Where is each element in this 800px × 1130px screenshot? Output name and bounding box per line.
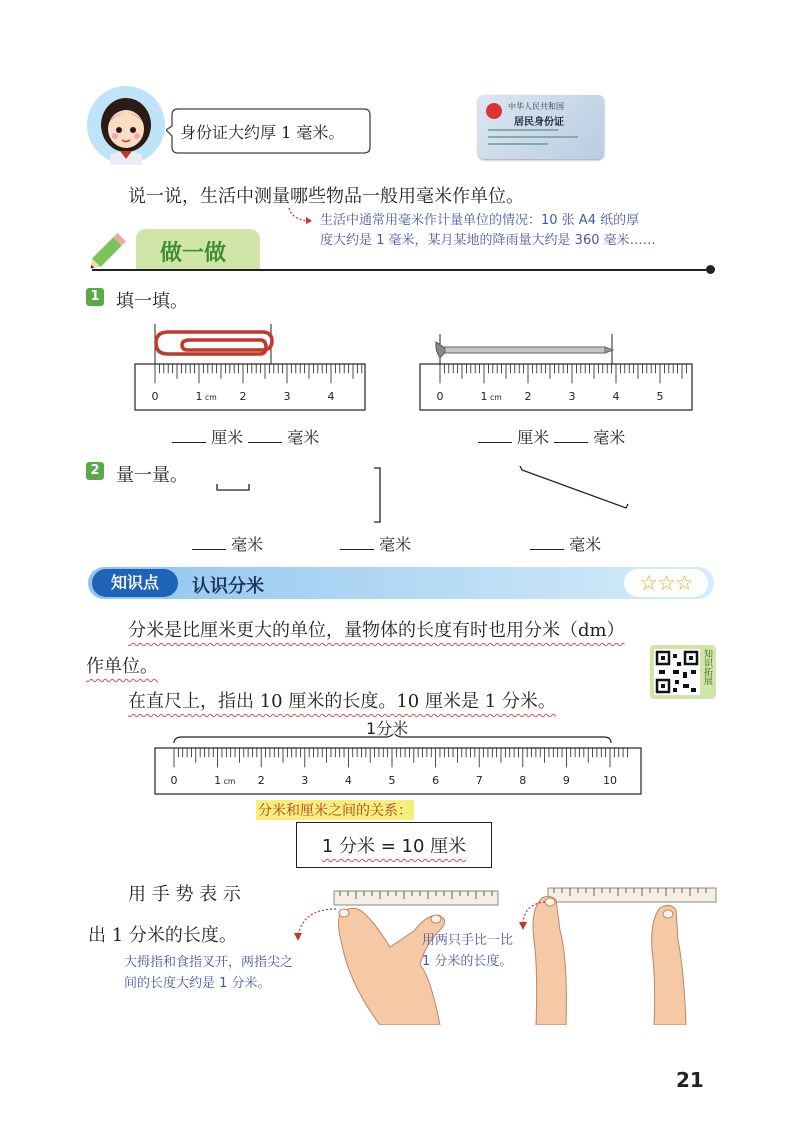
mm-blank[interactable]: [192, 535, 226, 550]
ruler-tick-label: 1: [195, 389, 203, 403]
ruler-tick-label: 5: [656, 389, 664, 403]
ruler-tick-label: 5: [388, 773, 396, 787]
unit-mm-label: 毫米: [287, 428, 320, 447]
qr-code-icon: [654, 649, 700, 695]
ruler-tick-label: 4: [344, 773, 352, 787]
ruler-tick-label: 6: [432, 773, 440, 787]
ruler-tick-label: 0: [151, 389, 159, 403]
decimeter-brace: [174, 734, 611, 743]
unit-mm-label: 毫米: [379, 535, 412, 554]
instruction-text: 在直尺上，指出 10 厘米的长度。10 厘米是 1 分米。: [128, 691, 556, 712]
ruler-tick-label: 3: [301, 773, 309, 787]
decimeter-ruler: [150, 734, 645, 796]
exercise-1-number: 1: [86, 288, 104, 306]
ruler-2-figure: [415, 320, 695, 415]
ruler: [420, 364, 692, 410]
question-text: 说一说，生活中测量哪些物品一般用毫米作单位。: [128, 186, 524, 207]
exercise-1-title: 填一填。: [116, 291, 188, 312]
ruler-tick-label: 3: [568, 389, 576, 403]
cm-blank[interactable]: [478, 428, 512, 443]
measure-segments: [200, 460, 640, 530]
ruler-1-figure: [130, 320, 370, 415]
ruler-1-answer: [172, 425, 319, 448]
unit-mm-label: 毫米: [231, 535, 264, 554]
speech-bubble: [166, 106, 372, 156]
id-card-image: [478, 95, 604, 159]
relation-label: 分米和厘米之间的关系：: [256, 800, 414, 820]
hint-line-2: 度大约是 1 毫米，某月某地的降雨量大约是 360 毫米……: [320, 233, 656, 248]
id-card-text-1: 中华人民共和国: [508, 102, 564, 111]
segment-diagonal: [520, 466, 628, 508]
hint-arrow-2: [515, 898, 551, 932]
ruler-tick-label: 10: [603, 773, 617, 787]
difficulty-stars: [624, 569, 708, 597]
formula-text: 1 分米 = 10 厘米: [321, 836, 467, 857]
mm-blank[interactable]: [248, 428, 282, 443]
do-it-title: 做一做: [160, 241, 227, 266]
qr-code[interactable]: [650, 645, 716, 699]
unit-cm-label: 厘米: [211, 428, 244, 447]
gesture-note-1-line-2: 间的长度大约是 1 分米。: [124, 976, 271, 991]
ruler-tick-label: 9: [562, 773, 570, 787]
measure-answer-3: [530, 532, 601, 555]
ruler-unit-label: cm: [490, 392, 502, 402]
gesture-note-2-line-2: 1 分米的长度。: [422, 954, 513, 969]
ruler-tick-label: 2: [239, 389, 247, 403]
unit-mm-label: 毫米: [569, 535, 602, 554]
measure-answer-1: [192, 532, 263, 555]
star-icon: ☆☆☆: [639, 571, 693, 595]
ruler-tick-label: 4: [327, 389, 335, 403]
ruler: [155, 748, 641, 794]
gesture-note-1-line-1: 大拇指和食指叉开，两指尖之: [124, 955, 294, 970]
ruler-tick-label: 8: [519, 773, 527, 787]
knowledge-para-2: 作单位。: [86, 656, 158, 677]
girl-avatar: [86, 85, 166, 165]
ruler-tick-label: 0: [170, 773, 178, 787]
hint-arrow: [286, 206, 316, 226]
ruler-tick-label: 2: [524, 389, 532, 403]
pencil-icon: [85, 226, 133, 274]
ruler-tick-label: 3: [283, 389, 291, 403]
gesture-text-2: 出 1 分米的长度。: [88, 925, 237, 946]
knowledge-para-1: 分米是比厘米更大的单位，量物体的长度有时也用分米（dm）: [128, 620, 625, 641]
knowledge-band: [88, 567, 714, 599]
ruler-unit-label: cm: [223, 776, 236, 786]
paperclip-icon: [155, 324, 272, 364]
gesture-text-1: 用 手 势 表 示: [128, 884, 241, 905]
hint-line-1: 生活中通常用毫米作计量单位的情况：10 张 A4 纸的厚: [320, 213, 640, 228]
ruler-tick-label: 2: [257, 773, 265, 787]
mm-blank[interactable]: [554, 428, 588, 443]
qr-label: 知识拓展: [702, 649, 712, 685]
segment-vertical: [374, 468, 380, 522]
brace-label: 1分米: [366, 719, 409, 738]
ruler-tick-label: 4: [612, 389, 620, 403]
measure-answer-2: [340, 532, 411, 555]
knowledge-badge: 知识点: [92, 569, 178, 597]
cm-blank[interactable]: [172, 428, 206, 443]
nail-icon: [436, 334, 613, 364]
segment-short: [217, 484, 249, 490]
unit-mm-label: 毫米: [593, 428, 626, 447]
hint-arrow-1: [290, 905, 340, 945]
mm-blank[interactable]: [530, 535, 564, 550]
exercise-2-title: 量一量。: [116, 465, 188, 486]
mm-blank[interactable]: [340, 535, 374, 550]
ruler-tick-label: 1: [214, 773, 222, 787]
knowledge-title: 认识分米: [192, 576, 264, 597]
national-emblem-icon: [486, 103, 502, 119]
section-divider: [92, 269, 712, 271]
page-number: 21: [676, 1068, 704, 1092]
ruler-2-answer: [478, 425, 625, 448]
gesture-note-2-line-1: 用两只手比一比: [422, 933, 514, 948]
ruler-tick-label: 1: [480, 389, 488, 403]
exercise-2-number: 2: [86, 462, 104, 480]
ruler: [135, 364, 365, 410]
unit-cm-label: 厘米: [517, 428, 550, 447]
ruler-unit-label: cm: [205, 392, 217, 402]
ruler-tick-label: 7: [475, 773, 483, 787]
speech-text: 身份证大约厚 1 毫米。: [180, 123, 345, 142]
id-card-text-2: 居民身份证: [514, 117, 564, 128]
ruler-tick-label: 0: [436, 389, 444, 403]
